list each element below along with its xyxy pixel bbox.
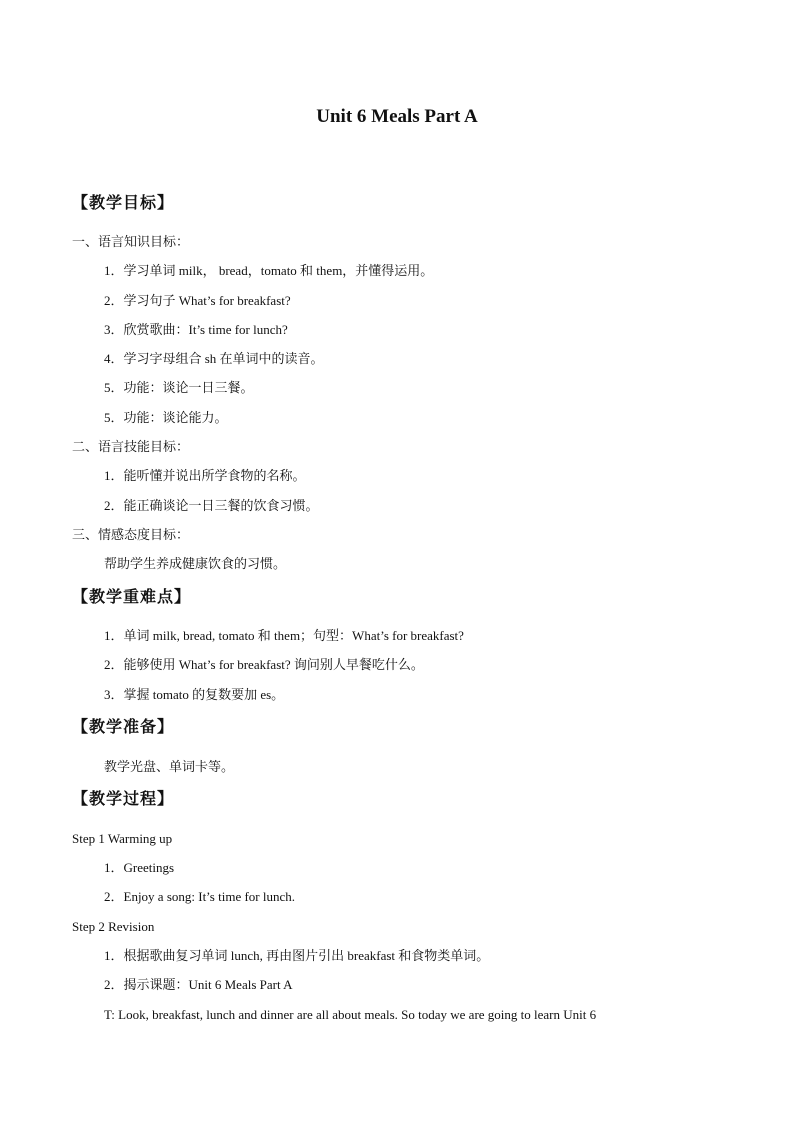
section-emotion: 三、情感态度目标： [72,527,190,542]
list-item: 2．学习句子 What’s for breakfast? [104,293,291,308]
heading-process: 【教学过程】 [72,789,175,808]
list-item: 5．功能：谈论能力。 [104,410,228,425]
list-item: 2．揭示课题：Unit 6 Meals Part A [104,977,293,992]
list-item: 2．Enjoy a song: It’s time for lunch. [104,889,296,904]
list-item: 3．欣赏歌曲：It’s time for lunch? [104,322,288,337]
list-item: 1．单词 milk, bread, tomato 和 them；句型：What’s for breakfast? [104,628,464,643]
paragraph-preparation: 教学光盘、单词卡等。 [104,759,235,774]
list-item: 5．功能：谈论一日三餐。 [104,380,254,395]
heading-objectives: 【教学目标】 [72,193,175,212]
step-1-label: Step 1 Warming up [72,831,173,846]
heading-preparation: 【教学准备】 [72,717,175,736]
step-2-label: Step 2 Revision [72,919,155,934]
heading-key-points: 【教学重难点】 [72,587,192,606]
section-language-skills: 二、语言技能目标： [72,439,190,454]
list-item: 1．学习单词 milk， bread，tomato 和 them，并懂得运用。 [104,263,434,278]
list-item: 1．Greetings [104,860,175,875]
list-item: 1．能听懂并说出所学食物的名称。 [104,468,306,483]
list-item: 3．掌握 tomato 的复数要加 es。 [104,687,285,702]
paragraph-emotion: 帮助学生养成健康饮食的习惯。 [104,556,287,571]
list-item: 2．能够使用 What’s for breakfast? 询问别人早餐吃什么。 [104,657,424,672]
list-item: 4．学习字母组合 sh 在单词中的读音。 [104,351,324,366]
section-language-knowledge: 一、语言知识目标： [72,234,190,249]
list-item: 1．根据歌曲复习单词 lunch, 再由图片引出 breakfast 和食物类单词。 [104,948,490,963]
paragraph-dialogue: T: Look, breakfast, lunch and dinner are all about meals. So today we are going to learn Unit 6 [104,1007,597,1022]
list-item: 2．能正确谈论一日三餐的饮食习惯。 [104,498,319,513]
document-title: Unit 6 Meals Part A [316,106,478,127]
